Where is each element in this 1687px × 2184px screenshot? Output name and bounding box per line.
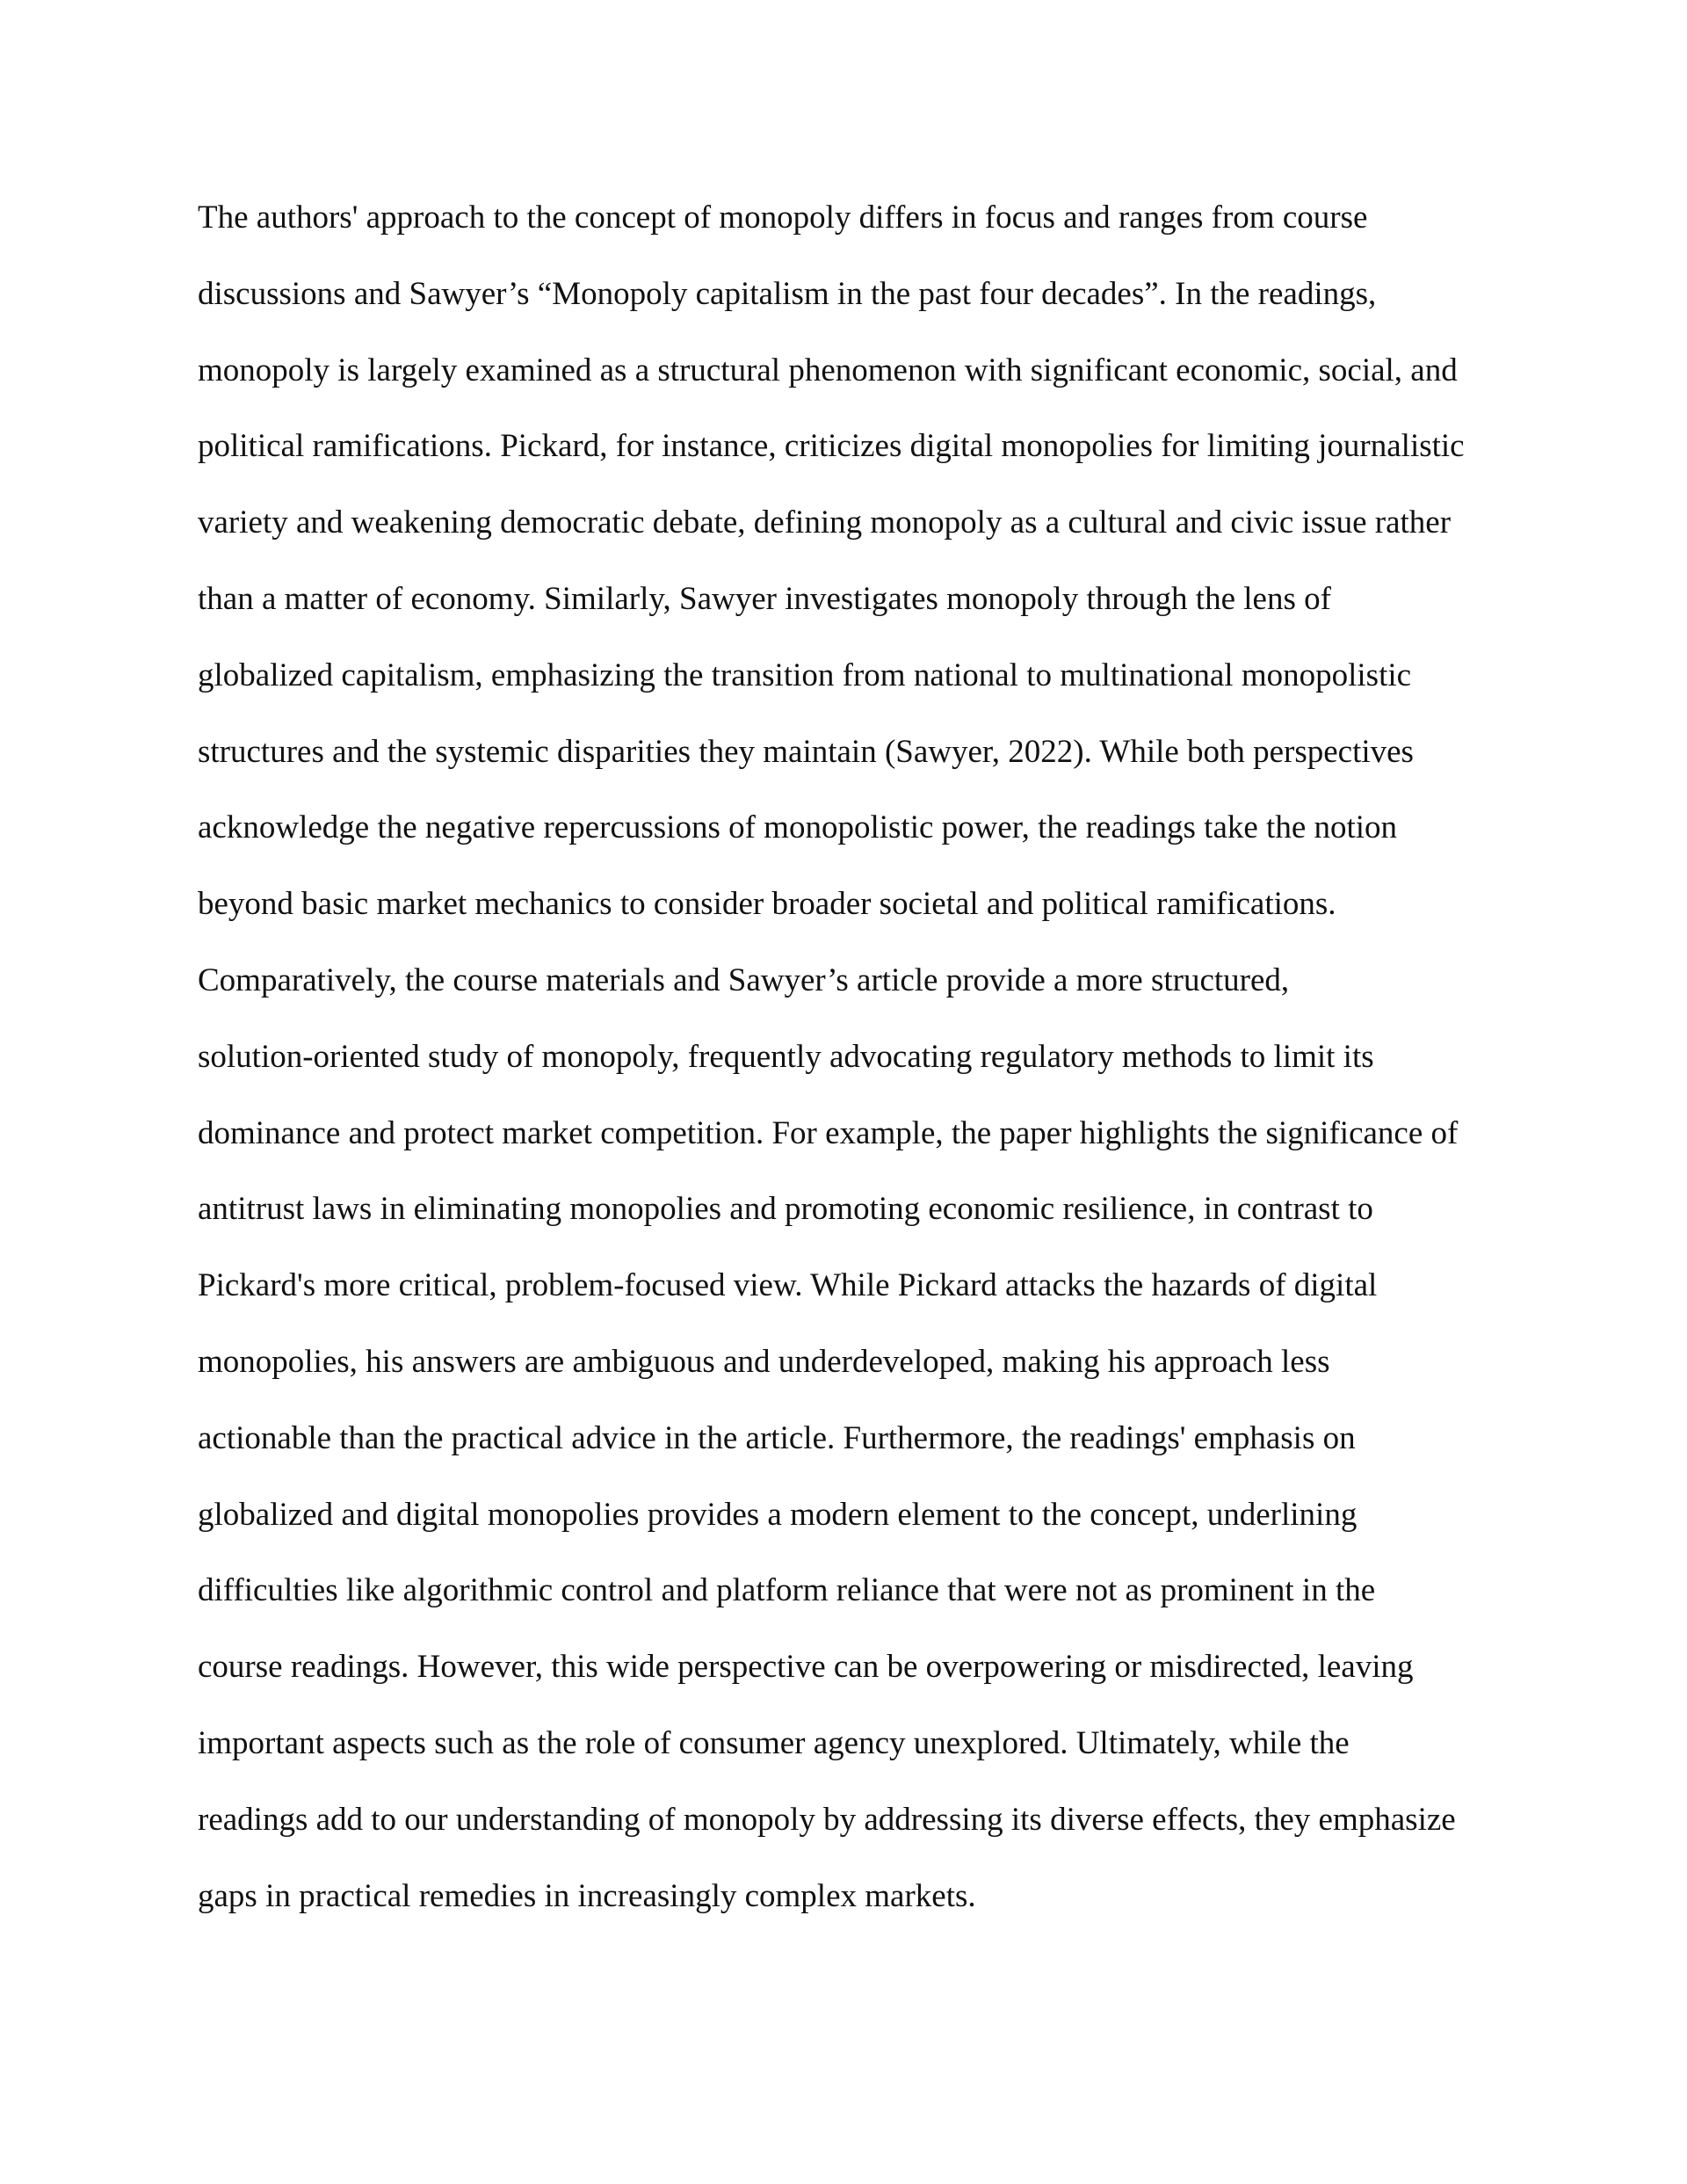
text-line: acknowledge the negative repercussions of monopolistic power, the readings take the notion xyxy=(198,809,1398,846)
text-line: structures and the systemic disparities they maintain (Sawyer, 2022). While both perspectives xyxy=(198,733,1414,770)
text-line: beyond basic market mechanics to consider broader societal and political ramifications. xyxy=(198,886,1336,923)
text-line: important aspects such as the role of consumer agency unexplored. Ultimately, while the xyxy=(198,1724,1350,1761)
text-line: monopoly is largely examined as a structural phenomenon with significant economic, social, and xyxy=(198,352,1458,388)
text-line: Pickard's more critical, problem-focused view. While Pickard attacks the hazards of digital xyxy=(198,1267,1378,1304)
text-line: discussions and Sawyer’s “Monopoly capitalism in the past four decades”. In the readings, xyxy=(198,275,1377,312)
text-line: actionable than the practical advice in the article. Furthermore, the readings' emphasis on xyxy=(198,1419,1356,1456)
text-line: antitrust laws in eliminating monopolies and promoting economic resilience, in contrast to xyxy=(198,1191,1373,1228)
text-line: Comparatively, the course materials and Sawyer’s article provide a more structured, xyxy=(198,961,1290,998)
text-line: difficulties like algorithmic control and platform reliance that were not as prominent in the xyxy=(198,1572,1376,1609)
text-line: readings add to our understanding of monopoly by addressing its diverse effects, they emphasize xyxy=(198,1801,1456,1838)
text-line: monopolies, his answers are ambiguous and underdeveloped, making his approach less xyxy=(198,1343,1330,1380)
text-line: than a matter of economy. Similarly, Sawyer investigates monopoly through the lens of xyxy=(198,580,1331,617)
text-line: The authors' approach to the concept of monopoly differs in focus and ranges from course xyxy=(198,200,1368,236)
text-line: gaps in practical remedies in increasingly complex markets. xyxy=(198,1877,976,1914)
text-line: solution-oriented study of monopoly, frequently advocating regulatory methods to limit its xyxy=(198,1038,1374,1075)
text-line: variety and weakening democratic debate, defining monopoly as a cultural and civic issue rather xyxy=(198,504,1452,541)
text-line: globalized capitalism, emphasizing the transition from national to multinational monopolistic xyxy=(198,657,1412,693)
text-line: course readings. However, this wide perspective can be overpowering or misdirected, leaving xyxy=(198,1649,1414,1686)
text-line: political ramifications. Pickard, for instance, criticizes digital monopolies for limiting journalistic xyxy=(198,428,1465,465)
text-line: globalized and digital monopolies provides a modern element to the concept, underlining xyxy=(198,1496,1358,1533)
text-line: dominance and protect market competition. For example, the paper highlights the significance of xyxy=(198,1114,1459,1151)
body-paragraph xyxy=(198,180,1516,1934)
